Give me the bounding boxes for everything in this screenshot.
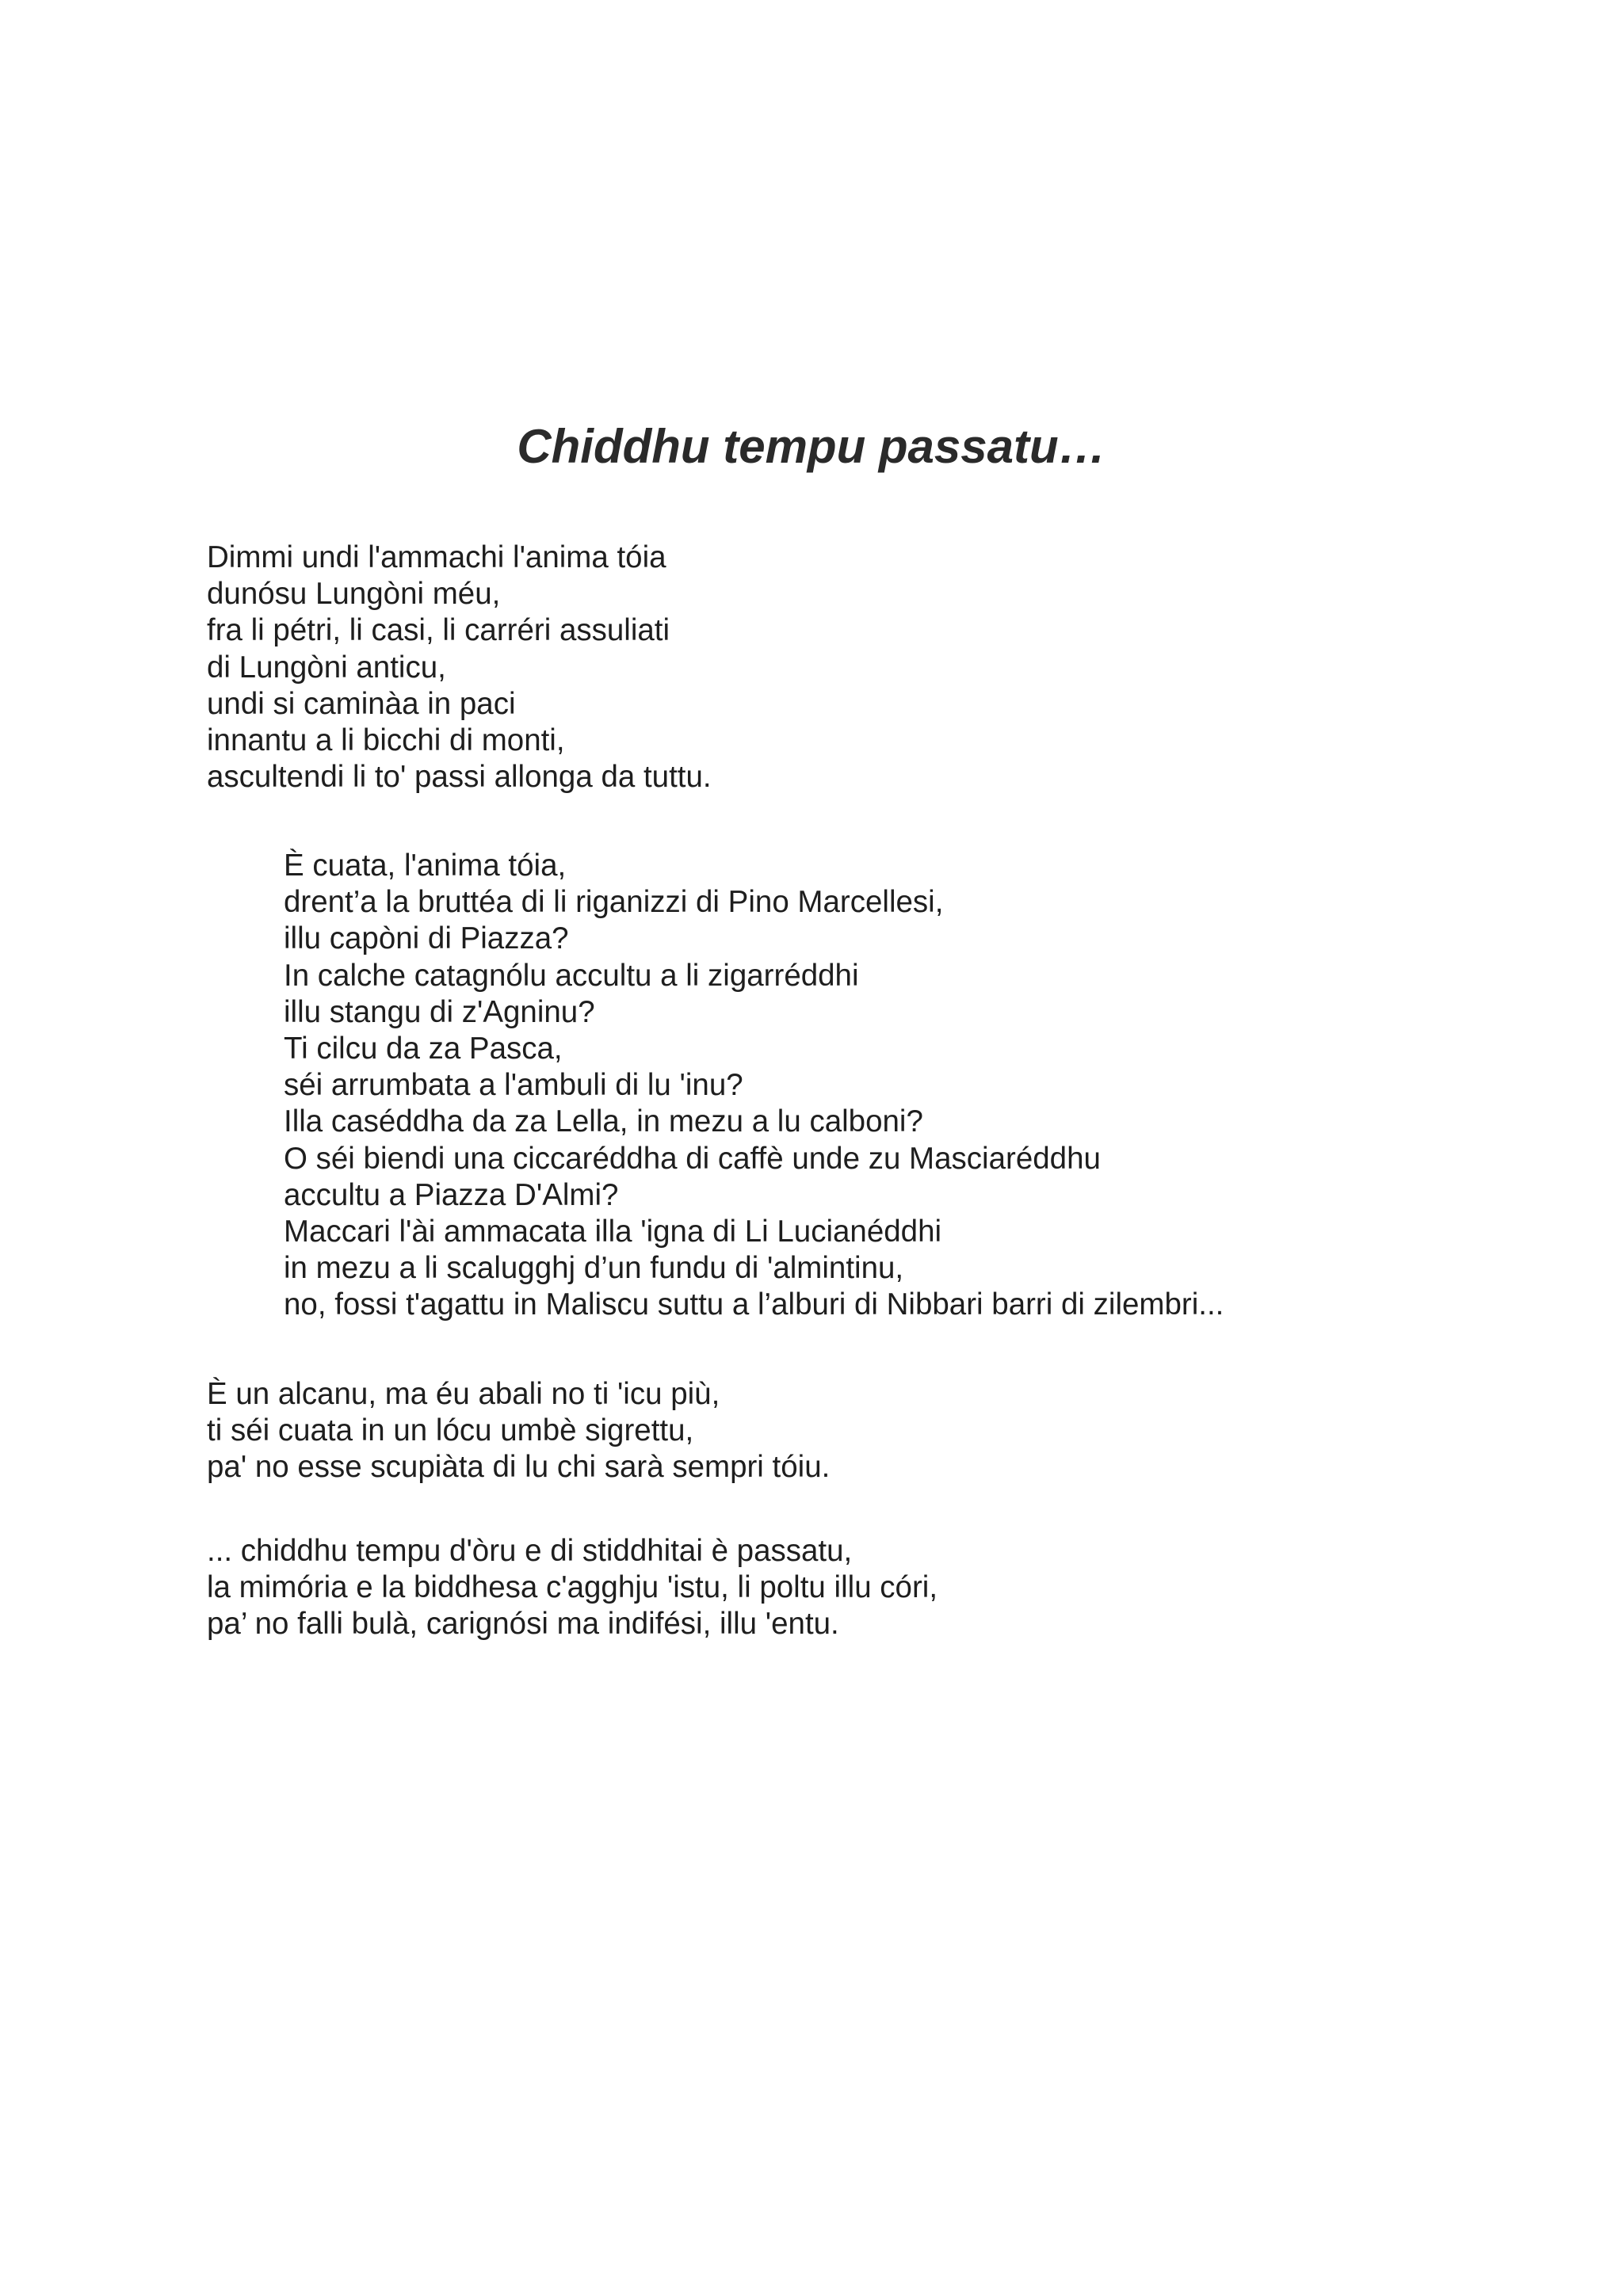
poem-line: Maccari l'ài ammacata illa 'igna di Li Lucianéddhi <box>284 1215 942 1249</box>
poem-line: di Lungòni anticu, <box>207 650 446 685</box>
poem-line: illu capòni di Piazza? <box>284 921 569 956</box>
poem-line: È cuata, l'anima tóia, <box>284 849 567 883</box>
poem-title: Chiddhu tempu passatu… <box>517 420 1106 473</box>
poem-line: dunósu Lungòni méu, <box>207 577 501 612</box>
poem-line: fra li pétri, li casi, li carréri assuliati <box>207 613 670 648</box>
poem-line: Ti cilcu da za Pasca, <box>284 1032 563 1066</box>
poem-line: ... chiddhu tempu d'òru e di stiddhitai è passatu, <box>207 1534 853 1568</box>
stanza-2-indented <box>284 848 1224 1324</box>
poem-line: In calche catagnólu accultu a li zigarréddhi <box>284 958 859 993</box>
stanza-4 <box>207 1533 938 1643</box>
poem-line: séi arrumbata a l'ambuli di lu 'inu? <box>284 1068 743 1103</box>
stanza-3 <box>207 1376 830 1486</box>
poem-line: la mimória e la biddhesa c'agghju 'istu, li poltu illu córi, <box>207 1570 938 1605</box>
poem-line: È un alcanu, ma éu abali no ti 'icu più, <box>207 1377 720 1411</box>
poem-line: O séi biendi una ciccaréddha di caffè unde zu Masciaréddhu <box>284 1141 1101 1176</box>
poem-line: ascultendi li to' passi allonga da tuttu. <box>207 760 712 795</box>
poem-line: no, fossi t'agattu in Maliscu suttu a l’alburi di Nibbari barri di zilembri... <box>284 1287 1224 1322</box>
poem-line: in mezu a li scalugghj d’un fundu di 'almintinu, <box>284 1251 904 1286</box>
poem-line: undi si caminàa in paci <box>207 686 516 721</box>
poem-line: Dimmi undi l'ammachi l'anima tóia <box>207 540 666 574</box>
poem-line: Illa caséddha da za Lella, in mezu a lu calboni? <box>284 1104 923 1139</box>
poem-line: drent’a la bruttéa di li riganizzi di Pino Marcellesi, <box>284 885 944 920</box>
poem-line: pa’ no falli bulà, carignósi ma indifési, illu 'entu. <box>207 1607 839 1642</box>
poem-line: innantu a li bicchi di monti, <box>207 723 565 758</box>
poem-line: accultu a Piazza D'Almi? <box>284 1177 619 1212</box>
poem-line: pa' no esse scupiàta di lu chi sarà sempri tóiu. <box>207 1450 831 1485</box>
stanza-1 <box>207 540 712 795</box>
poem-line: ti séi cuata in un lócu umbè sigrettu, <box>207 1413 694 1448</box>
poem-line: illu stangu di z'Agninu? <box>284 994 595 1029</box>
